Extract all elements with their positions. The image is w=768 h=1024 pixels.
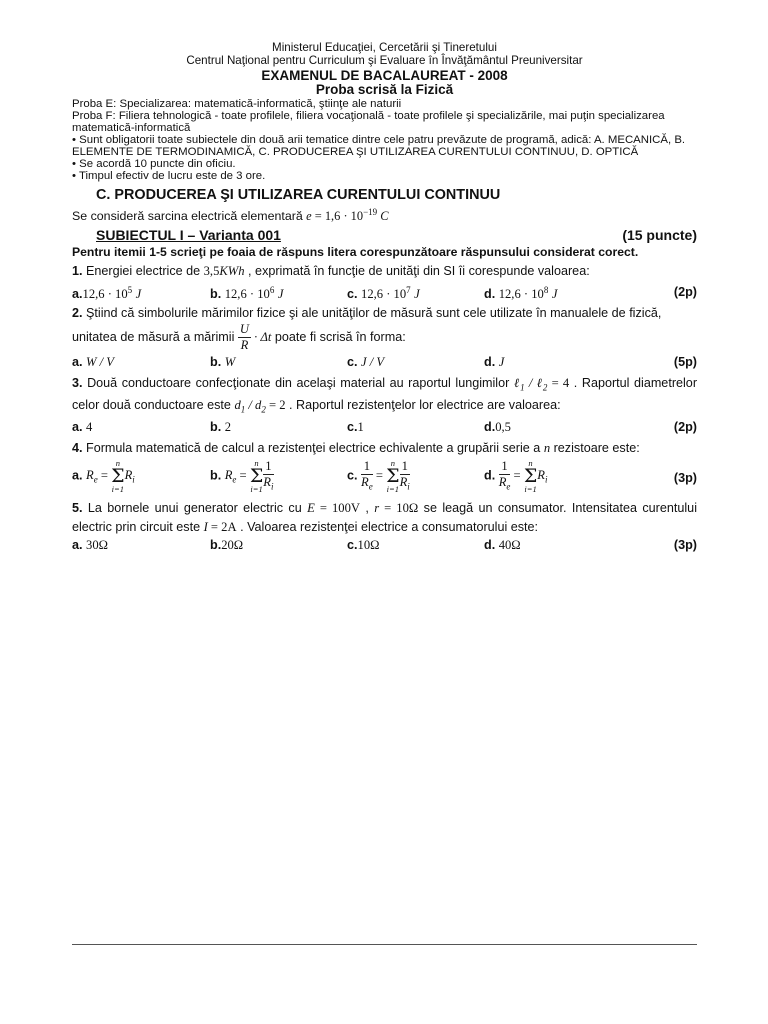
question-1: 1. Energiei electrice de 3,5KWh , exprimată în funcţie de unităţi din SI îi corespunde valoarea: — [72, 264, 590, 279]
exam-page — [72, 42, 697, 560]
question-5: 5. La bornele unui generator electric cu E = 100V , r = 10Ω se leagă un consumator. Intensitatea curentului electric prin circuit este I = 2A . Valoarea rezistenţei electrice a consumatorului este: — [72, 500, 697, 535]
ministry-header: Ministerul Educaţiei, Cercetării şi Tineretului — [272, 41, 497, 54]
question-3-options — [72, 417, 697, 439]
elementary-charge-note: Se consideră sarcina electrică elementară $e = 1,6 \cdot 10^{-19}$ C — [72, 206, 389, 223]
option-b: b. $12,6 \cdot 10^6$ J — [210, 284, 284, 301]
question-3-points: (2p) — [673, 420, 697, 435]
footer-divider — [72, 944, 697, 945]
option-a: a. W / V — [72, 355, 114, 370]
subject-header — [96, 227, 697, 243]
question-5-options — [72, 538, 697, 560]
section-title: C. PRODUCEREA ŞI UTILIZAREA CURENTULUI CONTINUU — [96, 187, 501, 204]
option-c: c. $12,6 \cdot 10^7$ J — [347, 284, 420, 301]
option-c: c. $\frac{1}{R_e}$ = n Σ i=1 $\frac{1}{R_i}$ — [347, 457, 410, 495]
option-a: a. 4 — [72, 420, 93, 435]
option-d: d. $\frac{1}{R_e}$ = n Σ i=1 $R_i$ — [484, 457, 548, 495]
question-1-options — [72, 282, 697, 304]
option-d: d. J — [484, 355, 505, 370]
option-a: a. $R_e$ = n Σ i=1 $R_i$ — [72, 457, 135, 495]
question-2-options — [72, 352, 697, 374]
exam-subtitle: Proba scrisă la Fizică — [315, 81, 454, 97]
instructions-bullet-2: • Se acordă 10 puncte din oficiu. — [72, 157, 236, 170]
question-4: 4. Formula matematică de calcul a rezistenţei electrice echivalente a grupării serie a n rezistoare este: — [72, 441, 640, 456]
option-c: c.10Ω — [347, 537, 380, 552]
fraction-u-over-r: $\frac{U}{R}$ — [239, 322, 249, 353]
question-1-points: (2p) — [673, 284, 697, 299]
option-b: b. W — [210, 355, 236, 370]
instructions-bullet-1: • Sunt obligatorii toate subiectele din două arii tematice dintre cele patru prevăzute de programă, adică: A. MECANICĂ, B. ELEMENTE DE TERMODINAMICĂ, C. PRODUCEREA ŞI UTILIZAREA CURENTULUI CONTINUU, D. OPTICĂ — [72, 133, 686, 158]
option-d: d. $12,6 \cdot 10^8$ J — [484, 284, 558, 301]
question-3: 3. Două conductoare confecţionate din acelaşi material au raportul lungimilor ℓ$_1$ / ℓ$_2$ = 4 . Raportul diametrelor celor două conductoare este $d_1 / d_2 = 2$ . Raportul rezistenţelor lor electrice are valoarea: — [72, 376, 698, 415]
question-2-points: (5p) — [673, 355, 697, 370]
option-c: c. J / V — [347, 355, 385, 370]
question-2: 2. Ştiind că simbolurile mărimilor fizice şi ale unităţilor de măsură sunt cele utilizate în manualele de fizică, unitatea de măsură a mărimii $\frac{U}{R}$ · Δt poate fi scrisă în forma: — [72, 305, 662, 353]
items-instruction: Pentru itemii 1-5 scrieţi pe foaia de răspuns litera corespunzătoare răspunsului considerat corect. — [72, 245, 639, 260]
option-a: a. 30Ω — [72, 537, 108, 552]
center-header: Centrul Naţional pentru Curriculum şi Evaluare în Învăţământul Preuniversitar — [186, 53, 583, 67]
proba-f: Proba F: Filiera tehnologică - toate profilele, filiera vocaţională - toate profilele şi specializările, mai puţin specializarea matematică-informatică — [72, 109, 665, 134]
question-4-points: (3p) — [673, 470, 697, 485]
instructions-bullet-3: • Timpul efectiv de lucru este de 3 ore. — [72, 169, 266, 182]
option-a: $a.12,6 \cdot 10^5$ J — [72, 284, 142, 301]
option-c: c.1 — [347, 420, 364, 435]
subject-title: SUBIECTUL I – Varianta 001 — [96, 227, 281, 244]
subject-points: (15 puncte) — [622, 227, 697, 244]
exam-title: EXAMENUL DE BACALAUREAT - 2008 — [261, 67, 508, 83]
option-b: b. 2 — [210, 420, 231, 435]
question-5-points: (3p) — [673, 537, 697, 552]
option-d: d. 40Ω — [484, 537, 521, 552]
question-4-options — [72, 459, 697, 499]
option-d: d.0,5 — [484, 420, 511, 435]
proba-e: Proba E: Specializarea: matematică-informatică, ştiinţe ale naturii — [72, 97, 402, 110]
option-b: b. $R_e$ = n Σ i=1 $\frac{1}{R_i}$ — [210, 457, 274, 495]
option-b: b.20Ω — [210, 537, 244, 552]
